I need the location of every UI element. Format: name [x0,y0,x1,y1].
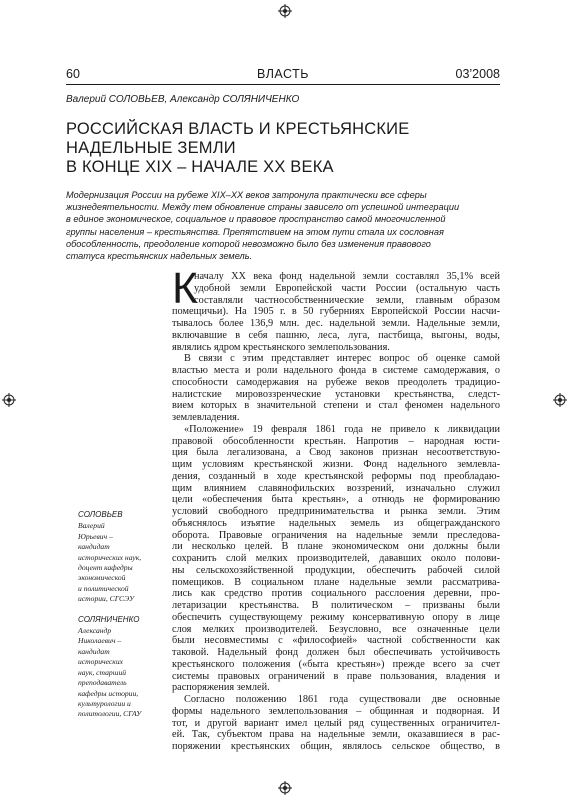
body-line: составляли частнособственнические земли, главным образом [194,294,500,306]
body-line: ли несколько целей. В плане экономическом они должны были [172,541,500,553]
author-bio [78,510,158,605]
body-line: «Положение» 19 февраля 1861 года не привело к ликвидации [184,423,500,435]
body-line: налистские мировоззренческие установки крестьянства, следст- [172,388,500,400]
body-line: формы надельного землепользования – общинная и подворная. И [172,705,500,717]
bio-line: экономической [78,573,126,583]
body-line: цели «обеспечения быта крестьян», а отнюдь не формированию [172,494,500,506]
body-line: крестьянского положения («быта крестьян») прежде всего за счет [172,658,500,670]
body-line: щим влиянием славянофильских воззрений, изначально служил [172,482,500,494]
body-line: лись как средство против социального расслоения деревни, про- [172,588,500,600]
body-line: землевладения. [172,412,240,423]
bio-line: Юрьевич – [78,531,113,541]
article-title [66,120,500,177]
bio-line: истории, СГСЭУ [78,594,135,604]
body-line: ны сельскохозяйственной продукции, обеспечить рабочей силой [172,564,500,576]
body-line: являлись ядром крестьянского землепользования. [172,341,390,353]
bio-line: кафедры истории, [78,688,139,698]
abstract-line: статуса крестьянских надельных земель. [66,251,253,262]
body-line: летаризации крестьянства. В политическом – призваны были [172,600,500,611]
abstract-line: Модернизация России на рубеже XIX–XX веков затронула практически все сферы [66,190,427,200]
body-line: слоя мелких производителей. Безусловно, все означенные цели [172,623,500,635]
bio-line: преподаватель [78,678,127,688]
bio-line: Николаевич – [78,636,122,646]
body-line: щим условиям крестьянской жизни. Фонд надельного землевла- [172,459,500,470]
body-line: способности самодержавия на рубеже веков преодолеть традицио- [172,376,500,388]
registration-mark-left-icon [2,393,16,407]
body-line: оборота. Правовые ограничения на надельные земли преследова- [172,529,500,541]
title-line: НАДЕЛЬНЫЕ ЗЕМЛИ [66,139,236,157]
title-line: РОССИЙСКАЯ ВЛАСТЬ И КРЕСТЬЯНСКИЕ [66,120,410,138]
bio-line: и политической [78,583,129,593]
bio-line: Александр [78,626,112,636]
body-line: обеспечить существующему режиму консервативную опору в лице [172,611,500,623]
bio-line: культурологии и [78,698,131,708]
body-line: были несовместимы с «философией» частной собственности как [172,635,500,647]
body-line: включавшие в себя пашню, леса, луга, пастбища, выгоны, воды, [172,329,500,341]
author-bios [78,510,158,720]
body-line: системы правовых ограничений в праве пользования, владения и [172,670,500,682]
bio-line: исторических [78,657,124,667]
body-line: дения, созданный в ходе крестьянской реформы под преобладаю- [172,470,500,482]
article-body [172,264,500,753]
body-line: сохранить слой мелких производителей, дававших около полови- [172,553,500,564]
bio-line: кандидат [78,542,110,552]
bio-line: доцент кафедры [78,563,133,573]
journal-title: ВЛАСТЬ [257,67,309,81]
body-line: Согласно положению 1861 года существовали две основные [184,694,500,705]
body-line: удобной земли Европейской части России (остальную часть [194,282,500,294]
bio-line: политологии, СГАУ [78,709,142,719]
registration-mark-top-icon [278,4,292,18]
issue-number: 03’2008 [455,67,500,81]
body-line: В связи с этим представляет интерес вопрос об оценке самой [184,353,500,365]
body-line: тот, и другой вариант имел целый ряд существенных ограничител- [172,717,500,729]
abstract-line: жизнедеятельности. Между тем обновление страны зависело от успешной интеграции [66,202,460,213]
author-bio [78,615,158,720]
body-line: условий свободного предпринимательства и рынка земли. Этим [172,506,500,517]
body-line: помещичьи). На 1905 г. в 50 губерниях Европейской России насчи- [172,306,500,318]
abstract-line: группы населения – крестьянства. Препятствием на этом пути стала их сословная [66,226,444,237]
registration-mark-right-icon [553,393,567,407]
bio-name: СОЛЯНИЧЕНКО [78,614,140,624]
bio-line: наук, старший [78,667,127,677]
abstract-line: в единое экономическое, социальное и правовое пространство самой многочисленной [66,214,446,225]
body-line: началу XX века фонд надельной земли составлял 35,1% всей [194,271,500,282]
abstract-line: обособленность, преодоление которой невозможно было без изменения правового [66,238,431,249]
header-rule [66,84,500,85]
body-line: объяснялось изъятие надельных земель из общегражданского [172,517,500,529]
body-line: распоряжения землей. [172,682,270,694]
registration-mark-bottom-icon [278,781,292,795]
body-lines [172,306,500,753]
body-line: помещиков. В социальном плане надельные земли рассматрива- [172,576,500,588]
bio-name: СОЛОВЬЕВ [78,510,123,519]
body-line: правовой обособленности крестьян. Напротив – народная юсти- [172,435,500,447]
bio-line: исторических наук, [78,552,142,562]
body-line: поряжении крестьянских общин, являлось сельское общество, в [172,741,500,752]
body-line: ей. Так, субъектом права на надельные земли, оказавшиеся в рас- [172,729,500,741]
page-number: 60 [66,67,80,81]
body-line: вием которых в значительной степени и стал феномен надельного [172,400,500,412]
bio-line: Валерий [78,521,105,531]
running-header [66,67,500,83]
body-line: тывалось более 136,9 млн. дес. надельной земли. Надельные земли, [172,318,500,329]
body-line: властью места и роли надельного фонда в системе самодержавия, о [172,365,500,376]
title-line: В КОНЦЕ XIX – НАЧАЛЕ XX ВЕКА [66,158,334,176]
body-line: ция была легализована, а Свод законов признан несоответствую- [172,447,500,459]
body-line: таковой. Надельный фонд должен был обеспечивать устойчивость [172,647,500,658]
article-authors: Валерий СОЛОВЬЕВ, Александр СОЛЯНИЧЕНКО [66,94,300,105]
bio-line: кандидат [78,646,110,656]
drop-cap: К [172,264,198,313]
article-abstract [66,189,496,262]
